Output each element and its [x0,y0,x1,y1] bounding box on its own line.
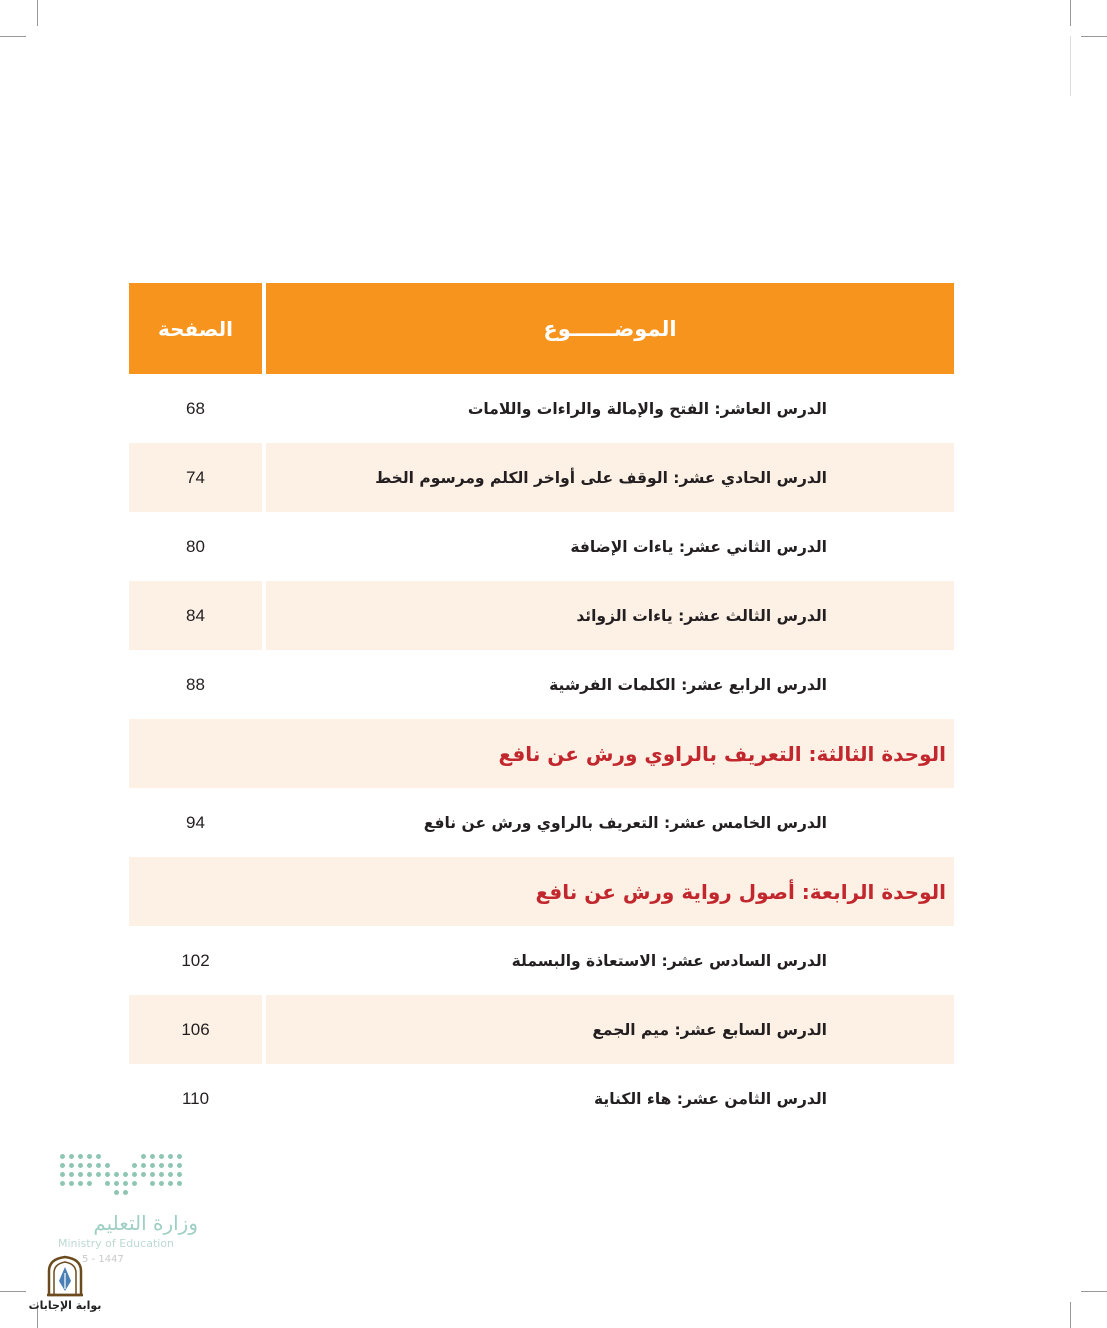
lesson-row [129,926,954,995]
answers-portal-label: بوابة الإجابات [28,1299,102,1312]
answers-portal-watermark [28,1255,102,1312]
edition-year: 5 - 1447 [82,1254,124,1265]
logo-dot [123,1190,128,1195]
logo-dot [141,1154,146,1159]
logo-dot [177,1172,182,1177]
logo-dot [132,1154,137,1159]
lesson-title: الدرس الخامس عشر: التعريف بالراوي ورش عن نافع [423,813,827,832]
lesson-row [129,650,954,719]
logo-dot [141,1172,146,1177]
logo-dot [105,1163,110,1168]
crop-mark [1070,1302,1071,1328]
topic-column-header: الموضــــــوع [266,283,954,374]
logo-dot [78,1181,83,1186]
logo-dot [123,1163,128,1168]
crop-mark [1081,1291,1107,1292]
ministry-name-english: Ministry of Education [58,1237,175,1250]
lesson-row [129,1064,954,1133]
logo-dot [78,1172,83,1177]
toc-body [129,374,954,1133]
logo-dot [69,1190,74,1195]
logo-dot [132,1172,137,1177]
logo-dot [168,1172,173,1177]
logo-dot [150,1163,155,1168]
logo-dot [123,1172,128,1177]
lesson-row [129,995,954,1064]
logo-dot [78,1163,83,1168]
page-number: 106 [129,995,262,1064]
unit-title: الوحدة الثالثة: التعريف بالراوي ورش عن نافع [498,741,946,766]
lesson-row [129,443,954,512]
logo-dot [87,1190,92,1195]
lesson-row [129,374,954,443]
logo-dot [141,1190,146,1195]
table-of-contents [129,283,954,1133]
ministry-dots-logo-icon [58,1152,203,1197]
logo-dot [96,1190,101,1195]
page-number: 88 [186,674,205,694]
logo-dot [168,1190,173,1195]
page-number: 84 [129,581,262,650]
lesson-title: الدرس العاشر: الفتح والإمالة والراءات واللامات [467,399,827,418]
logo-dot [159,1172,164,1177]
logo-dot [123,1181,128,1186]
logo-dot [114,1172,119,1177]
logo-dot [114,1190,119,1195]
crop-mark [1081,36,1107,37]
unit-title: الوحدة الرابعة: أصول رواية ورش عن نافع [535,879,946,904]
unit-row [129,719,954,788]
logo-dot [105,1172,110,1177]
logo-dot [96,1181,101,1186]
logo-dot [141,1181,146,1186]
logo-dot [60,1172,65,1177]
logo-dot [87,1163,92,1168]
logo-dot [87,1154,92,1159]
logo-dot [159,1181,164,1186]
logo-dot [60,1190,65,1195]
pen-nib-arch-icon [45,1255,85,1297]
ministry-logo [58,1152,203,1265]
lesson-title: الدرس الحادي عشر: الوقف على أواخر الكلم ومرسوم الخط [266,443,954,512]
logo-dot [177,1163,182,1168]
logo-dot [78,1154,83,1159]
logo-dot [132,1190,137,1195]
page-number: 68 [186,398,205,418]
crop-mark [37,0,38,26]
page-number: 80 [186,536,205,556]
logo-dot [132,1163,137,1168]
logo-dot [114,1154,119,1159]
lesson-title: الدرس الثامن عشر: هاء الكناية [593,1089,827,1108]
logo-dot [87,1181,92,1186]
logo-dot [69,1172,74,1177]
lesson-title: الدرس الثالث عشر: ياءات الزوائد [266,581,954,650]
logo-dot [114,1163,119,1168]
logo-dot [177,1181,182,1186]
logo-dot [105,1190,110,1195]
logo-dot [96,1172,101,1177]
logo-dot [60,1163,65,1168]
logo-dot [96,1154,101,1159]
lesson-title: الدرس السابع عشر: ميم الجمع [266,995,954,1064]
logo-dot [105,1154,110,1159]
logo-dot [69,1163,74,1168]
logo-dot [96,1163,101,1168]
lesson-title: الدرس الرابع عشر: الكلمات الفرشية [549,675,827,694]
logo-dot [60,1154,65,1159]
logo-dot [159,1190,164,1195]
logo-dot [168,1154,173,1159]
page-number: 110 [181,1088,210,1108]
lesson-title: الدرس السادس عشر: الاستعاذة والبسملة [511,951,827,970]
page-column-header: الصفحة [129,283,262,374]
page-number: 74 [129,443,262,512]
logo-dot [168,1163,173,1168]
logo-dot [69,1181,74,1186]
lesson-row [129,581,954,650]
logo-dot [177,1154,182,1159]
crop-mark [0,36,26,37]
logo-dot [123,1154,128,1159]
logo-dot [141,1163,146,1168]
unit-row [129,857,954,926]
crop-mark [1070,36,1071,96]
page-number: 94 [186,812,205,832]
logo-dot [150,1190,155,1195]
logo-dot [168,1181,173,1186]
crop-mark [0,1291,26,1292]
lesson-title: الدرس الثاني عشر: ياءات الإضافة [570,537,827,556]
toc-header [129,283,954,374]
ministry-name-arabic: وزارة التعليم [93,1211,198,1235]
page-number: 102 [181,950,210,970]
logo-dot [150,1154,155,1159]
logo-dot [78,1190,83,1195]
logo-dot [87,1172,92,1177]
logo-dot [177,1190,182,1195]
logo-dot [105,1181,110,1186]
logo-dot [150,1172,155,1177]
logo-dot [150,1181,155,1186]
lesson-row [129,788,954,857]
logo-dot [132,1181,137,1186]
lesson-row [129,512,954,581]
crop-mark [1070,0,1071,26]
logo-dot [69,1154,74,1159]
logo-dot [60,1181,65,1186]
logo-dot [159,1163,164,1168]
logo-dot [159,1154,164,1159]
logo-dot [114,1181,119,1186]
